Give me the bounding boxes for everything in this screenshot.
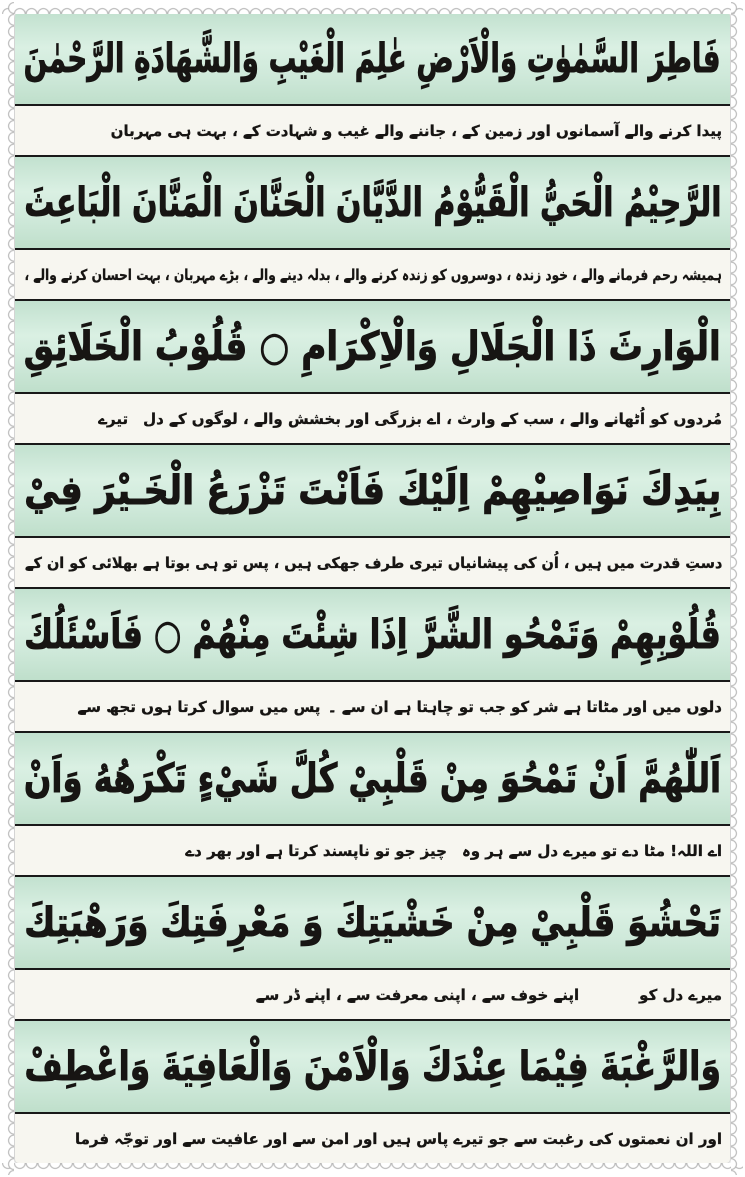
- urdu-translation-band-4: [15, 538, 730, 587]
- arabic-verse-band-2: [15, 155, 730, 250]
- arabic-verse-text-4: بِيَدِكَ نَوَاصِيْهِمْ اِلَيْكَ فَاَنْتَ تَزْرَعُ الْخَـيْرَ فِيْ: [23, 467, 722, 514]
- arabic-verse-band-7: [15, 875, 730, 970]
- urdu-translation-text-3: مُردوں کو اُٹھانے والے ، سب کے وارث ، اے بزرگی اور بخشش والے ، لوگوں کے دل تیرے: [98, 409, 722, 428]
- urdu-translation-text-5: دلوں میں اور مٹاتا ہے شر کو جب تو چاہتا ہے ان سے ۔ پس میں سوال کرتا ہوں تجھ سے: [77, 697, 722, 716]
- urdu-translation-band-6: [15, 826, 730, 875]
- arabic-verse-band-3: [15, 299, 730, 394]
- arabic-verse-band-1: [15, 13, 730, 106]
- urdu-translation-text-4: دستِ قدرت میں ہیں ، اُن کی پیشانیاں تیری طرف جھکی ہیں ، پس تو ہی بوتا ہے بھلائی کو ان کے: [24, 553, 722, 572]
- arabic-verse-text-7: تَحْشُوَ قَلْبِيْ مِنْ خَشْيَتِكَ وَ مَعْرِفَتِكَ وَرَهْبَتِكَ: [24, 899, 721, 946]
- urdu-translation-band-1: [15, 106, 730, 155]
- urdu-translation-band-2: [15, 250, 730, 299]
- perforation-border-left: [2, 2, 14, 1175]
- arabic-verse-text-8: وَالرَّغْبَةَ فِيْمَا عِنْدَكَ وَالْاَمْنَ وَالْعَافِيَةَ وَاعْطِفْ: [24, 1043, 721, 1090]
- perforation-border-right: [731, 2, 743, 1175]
- arabic-verse-band-6: [15, 731, 730, 826]
- urdu-translation-band-7: [15, 970, 730, 1019]
- arabic-verse-text-2: الرَّحِيْمُ الْحَيُّ الْقَيُّوْمُ الدَّيَّانَ الْحَنَّانَ الْمَنَّانَ الْبَاعِثَ: [23, 179, 722, 226]
- urdu-translation-text-1: پیدا کرنے والے آسمانوں اور زمین کے ، جاننے والے غیب و شہادت کے ، بہت ہی مہربان: [110, 121, 722, 140]
- urdu-translation-text-7: میرے دل کو اپنے خوف سے ، اپنی معرفت سے ، اپنے ڈر سے: [255, 985, 722, 1004]
- arabic-verse-text-5: قُلُوْبِهِمْ وَتَمْحُو الشَّرَّ اِذَا شِئْتَ مِنْهُمْ ○ فَاَسْئَلُكَ: [24, 611, 721, 658]
- perforation-border-bottom: [2, 1163, 743, 1175]
- urdu-translation-text-6: اے اللہ! مٹا دے تو میرے دل سے ہر وہ چیز جو تو ناپسند کرتا ہے اور بھر دے: [185, 841, 722, 860]
- urdu-translation-band-5: [15, 682, 730, 731]
- arabic-verse-text-3: الْوَارِثَ ذَا الْجَلَالِ وَالْاِكْرَامِ ○ قُلُوْبُ الْخَلَائِقِ: [23, 323, 722, 370]
- arabic-verse-text-6: اَللّٰهُمَّ اَنْ تَمْحُوَ مِنْ قَلْبِيْ كُلَّ شَيْءٍ تَكْرَهُهُ وَاَنْ: [23, 755, 722, 802]
- arabic-verse-band-4: [15, 443, 730, 538]
- urdu-translation-band-8: [15, 1114, 730, 1163]
- arabic-verse-band-8: [15, 1019, 730, 1114]
- urdu-translation-band-3: [15, 394, 730, 443]
- urdu-translation-text-8: اور ان نعمتوں کی رغبت سے جو تیرے پاس ہیں اور امن سے اور عافیت سے اور توجّہ فرما: [74, 1129, 722, 1148]
- arabic-verse-text-1: فَاطِرَ السَّمٰوٰتِ وَالْاَرْضِ عٰلِمَ الْغَيْبِ وَالشَّهَادَةِ الرَّحْمٰنَ: [24, 35, 721, 82]
- urdu-translation-text-2: ہمیشہ رحم فرمانے والے ، خود زندہ ، دوسروں کو زندہ کرنے والے ، بدلہ دینے والے ، بڑے مہربان ، بہت احسان کرنے والے ،: [24, 265, 722, 284]
- arabic-verse-band-5: [15, 587, 730, 682]
- page-sheet: [15, 13, 730, 1163]
